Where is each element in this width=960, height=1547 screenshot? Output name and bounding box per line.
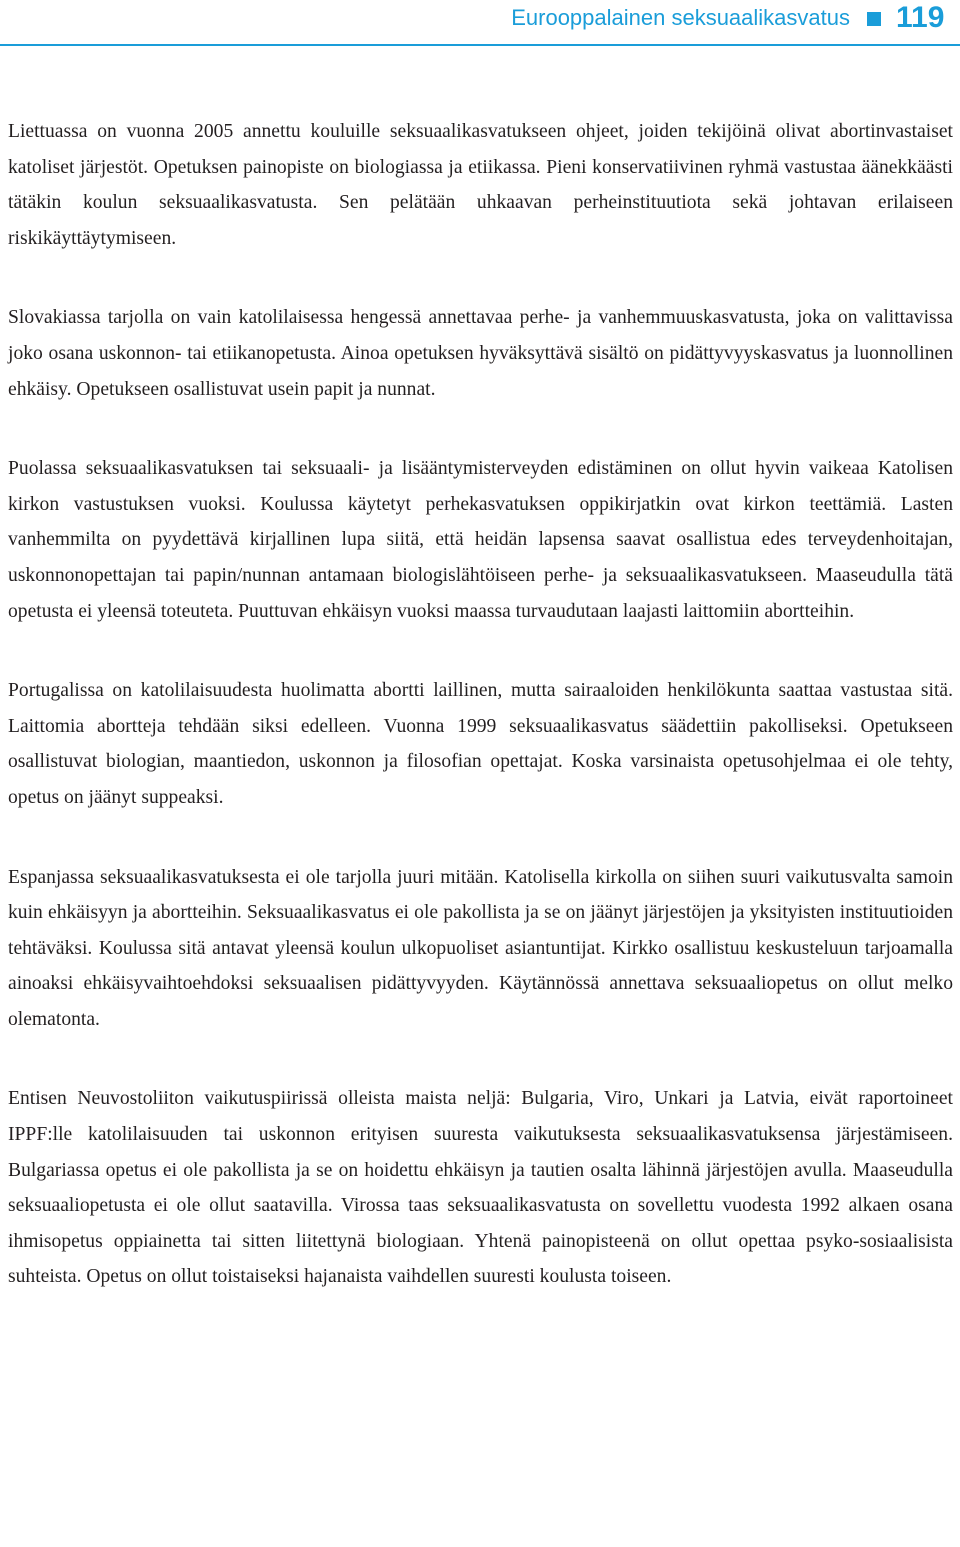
- paragraph-slovakia: Slovakiassa tarjolla on vain katolilaisessa hengessä annettavaa perhe- ja vanhemmuuskasvatusta, joka on valittavissa joko osana uskonnon- tai etiikanopetusta. Ainoa opetuksen hyväksyttävä sisältö on pidättyvyyskasvatus ja luonnollinen ehkäisy. Opetukseen osallistuvat usein papit ja nunnat.: [8, 307, 953, 400]
- running-header-title: Eurooppalainen seksuaalikasvatus: [511, 5, 850, 30]
- paragraph-poland: Puolassa seksuaalikasvatuksen tai seksuaali- ja lisääntymisterveyden edistäminen on ollut hyvin vaikeaa Katolisen kirkon vastustuksen vuoksi. Koulussa käytetyt perhekasvatuksen oppikirjatkin ovat kirkon teettämiä. Lasten vanhemmilta on pyydettävä kirjallinen lupa siitä, että heidän lapsensa saavat osallistua edes terveydenhoitajan, uskonnonopettajan tai papin/nunnan antamaan biologislähtöiseen perhe- ja seksuaalikasvatukseen. Maaseudulla tätä opetusta ei yleensä toteuteta. Puuttuvan ehkäisyn vuoksi maassa turvaudutaan laajasti laittomiin abortteihin.: [8, 458, 953, 622]
- paragraph-portugal: Portugalissa on katolilaisuudesta huolimatta abortti laillinen, mutta sairaaloiden henkilökunta saattaa vastustaa sitä. Laittomia abortteja tehdään siksi edelleen. Vuonna 1999 seksuaalikasvatus säädettiin pakolliseksi. Opetukseen osallistuvat biologian, maantiedon, uskonnon ja filosofian opettajat. Koska varsinaista opetusohjelmaa ei ole tehty, opetus on jäänyt suppeaksi.: [8, 680, 953, 808]
- header-rule: [0, 44, 960, 46]
- page-header: [0, 0, 960, 44]
- paragraph-lithuania: Liettuassa on vuonna 2005 annettu kouluille seksuaalikasvatukseen ohjeet, joiden tekijöinä olivat abortinvastaiset katoliset järjestöt. Opetuksen painopiste on biologiassa ja etiikassa. Pieni konservatiivinen ryhmä vastustaa äänekkäästi tätäkin koulun seksuaalikasvatusta. Sen pelätään uhkaavan perheinstituutiota sekä johtavan erilaiseen riskikäyttäytymiseen.: [8, 121, 953, 249]
- body-text: [8, 114, 953, 1339]
- paragraph-spain: Espanjassa seksuaalikasvatuksesta ei ole tarjolla juuri mitään. Katolisella kirkolla on siihen suuri vaikutusvalta samoin kuin ehkäisyyn ja abortteihin. Seksuaalikasvatus ei ole pakollista ja se on jäänyt järjestöjen ja yksityisten instituutioiden tehtäväksi. Koulussa sitä antavat yleensä koulun ulkopuoliset asiantuntijat. Kirkko osallistuu keskusteluun tarjoamalla ainoaksi ehkäisyvaihtoehdoksi seksuaalisen pidättyvyyden. Käytännössä annettava seksuaaliopetus on ollut melko olematonta.: [8, 866, 953, 1030]
- paragraph-former-soviet-sphere: Entisen Neuvostoliiton vaikutuspiirissä olleista maista neljä: Bulgaria, Viro, Unkari ja Latvia, eivät raportoineet IPPF:lle katolilaisuuden tai uskonnon erityisen suuresta vaikutuksesta seksuaalikasvatuksensa järjestämiseen. Bulgariassa opetus ei ole pakollista ja se on hoidettu ehkäisyn ja tautien osalta lähinnä järjestöjen avulla. Maaseudulla seksuaaliopetusta ei ole ollut saatavilla. Virossa taas seksuaalikasvatusta on sovellettu vuodesta 1992 alkaen osana ihmisopetus oppiainetta tai sitten liitettynä biologiaan. Yhtenä painopisteenä on ollut opettaa psyko-sosiaalisista suhteista. Opetus on ollut toistaiseksi hajanaista vaihdellen suuresti koulusta toiseen.: [8, 1088, 953, 1288]
- page-number: 119: [896, 1, 945, 34]
- square-bullet-icon: [867, 12, 881, 26]
